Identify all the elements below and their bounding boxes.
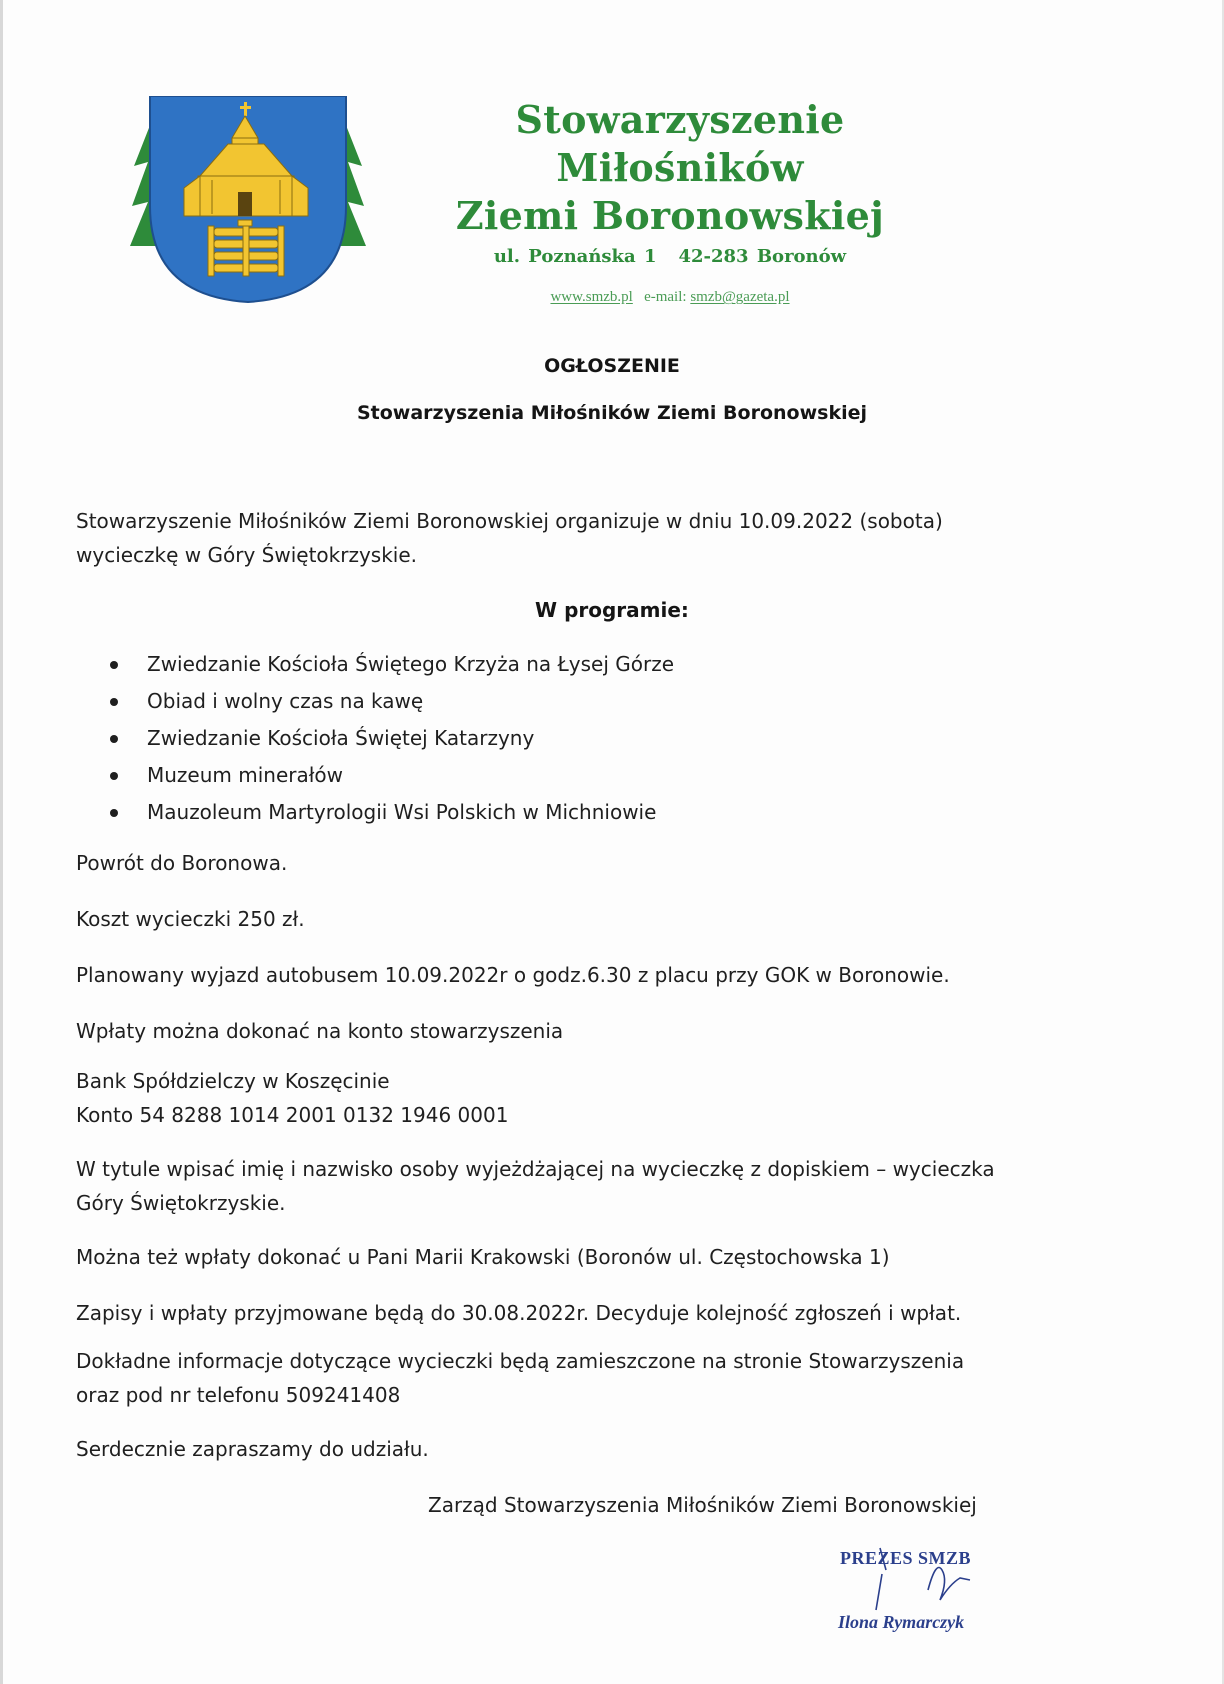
handwritten-signature-icon — [810, 1540, 1030, 1650]
intro-line: wycieczkę w Góry Świętokrzyskie. — [76, 543, 418, 567]
departure-paragraph: Planowany wyjazd autobusem 10.09.2022r o godz.6.30 z placu przy GOK w Boronowie. — [76, 963, 950, 987]
website-link[interactable]: www.smzb.pl — [550, 289, 633, 305]
org-name: Stowarzyszenie Miłośników — [515, 97, 845, 190]
cost-paragraph: Koszt wycieczki 250 zł. — [76, 907, 305, 931]
list-item: Muzeum minerałów — [110, 757, 674, 794]
return-paragraph: Powrót do Boronowa. — [76, 851, 288, 875]
announcement-subtitle: Stowarzyszenia Miłośników Ziemi Boronowskiej — [356, 402, 867, 424]
org-contacts — [390, 289, 950, 306]
bank-name: Bank Spółdzielczy w Koszęcinie — [76, 1069, 390, 1093]
cash-payment-paragraph: Można też wpłaty dokonać u Pani Marii Krakowski (Boronów ul. Częstochowska 1) — [76, 1245, 890, 1269]
coat-of-arms-icon — [128, 96, 368, 304]
stamp-name: Ilona Rymarczyk — [838, 1612, 965, 1632]
transfer-title-paragraph — [76, 1152, 1076, 1220]
bullet-icon — [110, 772, 118, 780]
account-number: Konto 54 8288 1014 2001 0132 1946 0001 — [76, 1103, 509, 1127]
address-city: 42-283 Boronów — [678, 246, 847, 267]
intro-paragraph — [76, 504, 1076, 572]
scan-edge — [0, 0, 3, 1684]
program-heading: W programie: — [535, 598, 689, 622]
bullet-icon — [110, 698, 118, 706]
details-line: Dokładne informacje dotyczące wycieczki będą zamieszczone na stronie Stowarzyszenia — [76, 1349, 965, 1373]
signoff: Zarząd Stowarzyszenia Miłośników Ziemi Boronowskiej — [428, 1493, 977, 1517]
letterhead — [390, 96, 950, 306]
address-street: ul. Poznańska 1 — [493, 246, 657, 267]
details-line: oraz pod nr telefonu 509241408 — [76, 1383, 401, 1407]
org-name: Ziemi Boronowskiej — [455, 193, 885, 238]
transfer-title-line: W tytule wpisać imię i nazwisko osoby wyjeżdżającej na wycieczkę z dopiskiem – wycieczka — [76, 1157, 995, 1181]
intro-line: Stowarzyszenie Miłośników Ziemi Boronowskiej organizuje w dniu 10.09.2022 (sobota) — [76, 509, 943, 533]
announcement-title: OGŁOSZENIE — [544, 355, 680, 377]
payment-paragraph: Wpłaty można dokonać na konto stowarzyszenia — [76, 1019, 564, 1043]
program-list — [110, 646, 674, 831]
bullet-icon — [110, 661, 118, 669]
email-label: e-mail: — [644, 289, 687, 305]
details-paragraph — [76, 1344, 1076, 1412]
org-address — [390, 246, 950, 267]
transfer-title-line: Góry Świętokrzyskie. — [76, 1191, 286, 1215]
list-item: Obiad i wolny czas na kawę — [110, 683, 674, 720]
signature-stamp — [810, 1540, 1030, 1650]
invitation-paragraph: Serdecznie zapraszamy do udziału. — [76, 1437, 429, 1461]
list-item: Zwiedzanie Kościoła Świętego Krzyża na Łysej Górze — [110, 646, 674, 683]
stamp-title: PREZES SMZB — [840, 1548, 972, 1568]
bullet-icon — [110, 735, 118, 743]
bank-details — [76, 1064, 1076, 1132]
bullet-icon — [110, 809, 118, 817]
log-frame-icon — [208, 220, 284, 276]
list-item: Mauzoleum Martyrologii Wsi Polskich w Michniowie — [110, 794, 674, 831]
email-link[interactable]: smzb@gazeta.pl — [690, 289, 790, 305]
deadline-paragraph: Zapisy i wpłaty przyjmowane będą do 30.08.2022r. Decyduje kolejność zgłoszeń i wpłat. — [76, 1301, 962, 1325]
list-item: Zwiedzanie Kościoła Świętej Katarzyny — [110, 720, 674, 757]
